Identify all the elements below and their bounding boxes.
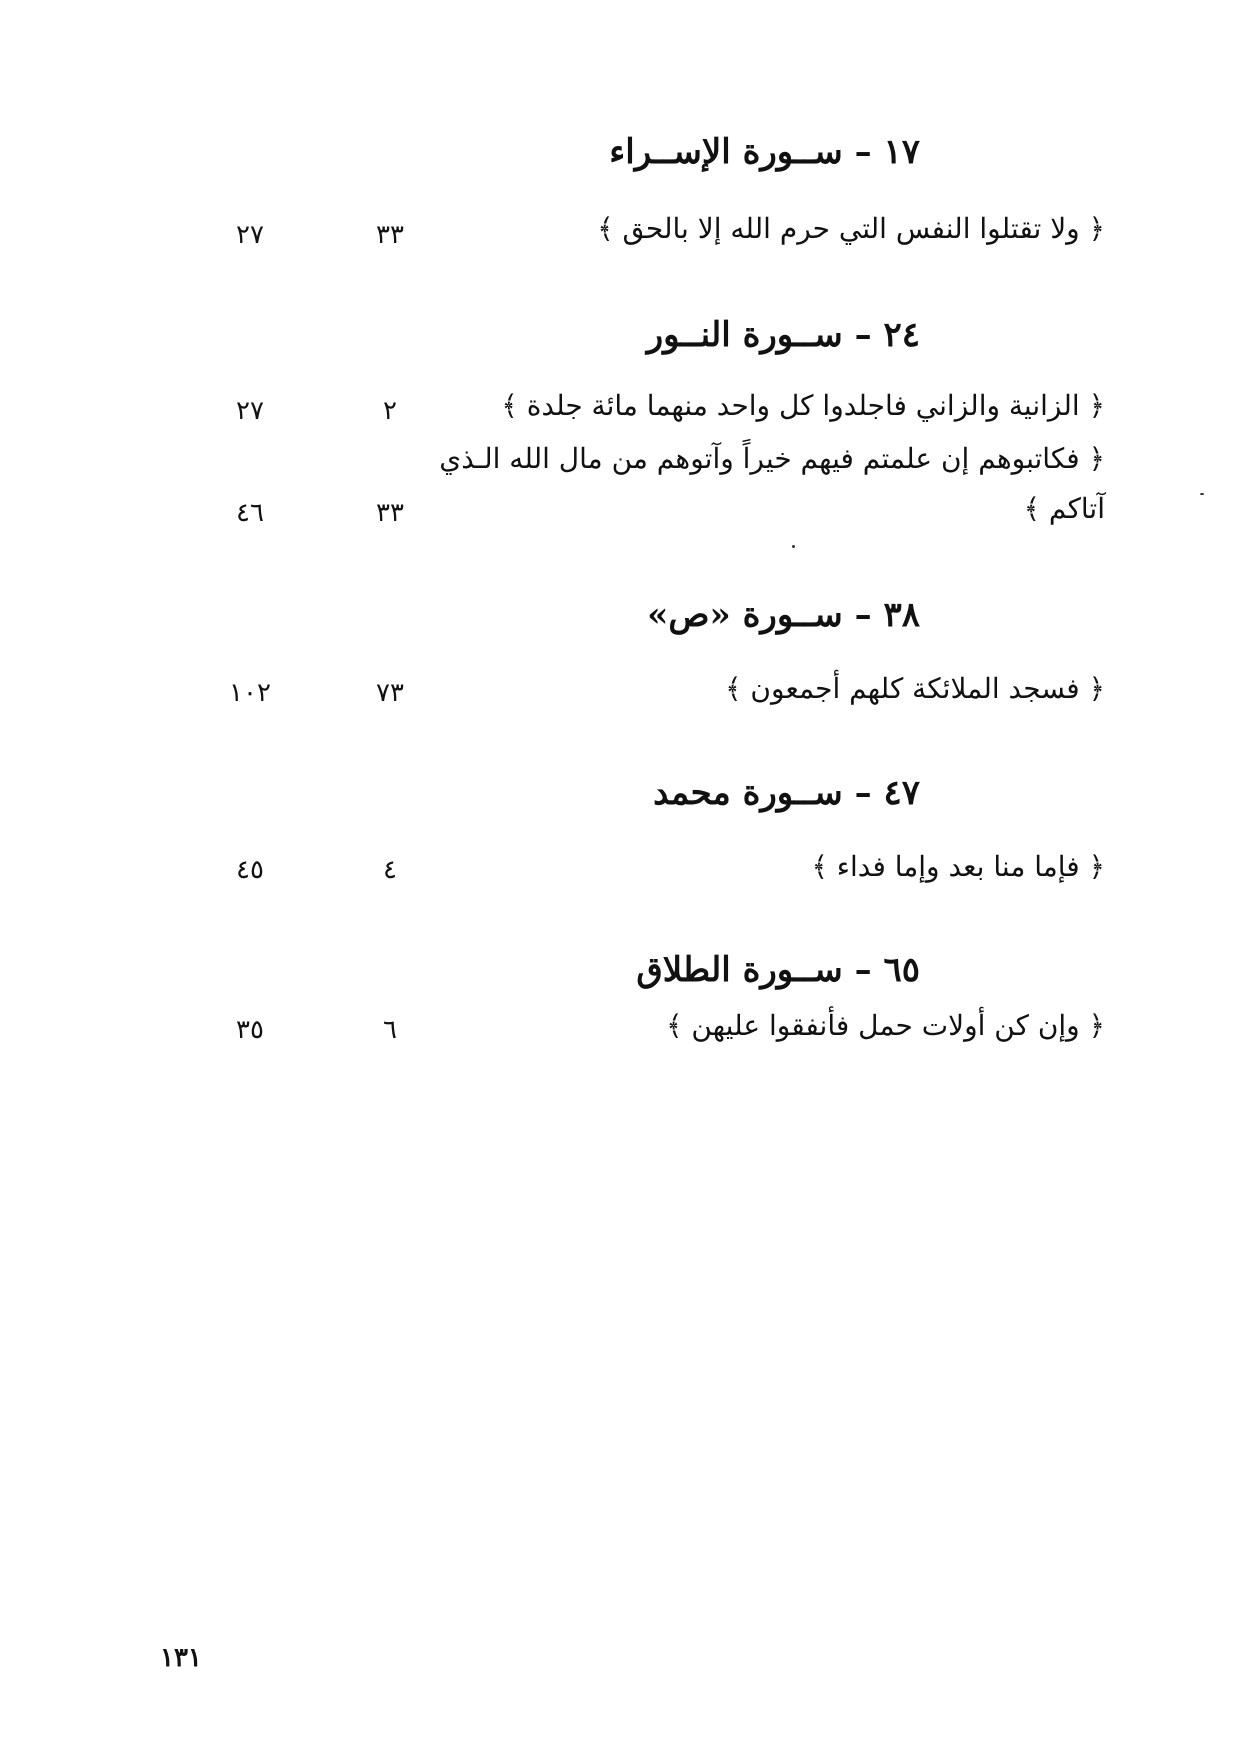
page-number: ٢٧ [236, 396, 264, 426]
page-number: ٢٧ [236, 220, 264, 250]
ayah-number: ٤ [383, 855, 397, 885]
ayah-number: ٣٣ [376, 498, 404, 528]
verse-line: ﴿ فكاتبوهم إن علمتم فيهم خيراً وآتوهم من مال الله الـذي [439, 442, 1105, 475]
ayah-number: ٣٣ [376, 220, 404, 250]
verse-line: ﴿ ولا تقتلوا النفس التي حرم الله إلا بالحق ﴾ [597, 212, 1105, 245]
verse-line: ﴿ فسجد الملائكة كلهم أجمعون ﴾ [725, 672, 1105, 705]
page-number: ٤٦ [236, 498, 264, 528]
surah-heading-muhammad: ٤٧ – ســورة محمد [653, 773, 920, 813]
surah-heading-sad: ٣٨ – ســورة «ص» [647, 595, 920, 635]
surah-heading-isra: ١٧ – ســورة الإســراء [609, 132, 920, 172]
verse-line-continuation: آتاكم ﴾ [1023, 492, 1105, 525]
ayah-number: ٧٣ [376, 678, 404, 708]
page-number: ٣٥ [236, 1015, 264, 1045]
folio-number: ١٣١ [160, 1643, 202, 1673]
verse-line: ﴿ الزانية والزاني فاجلدوا كل واحد منهما مائة جلدة ﴾ [501, 389, 1105, 422]
page-number: ١٠٢ [229, 678, 271, 708]
surah-heading-talaq: ٦٥ – ســورة الطلاق [636, 950, 920, 990]
verse-line: ﴿ فإما منا بعد وإما فداء ﴾ [811, 850, 1105, 883]
page-number: ٤٥ [236, 855, 264, 885]
print-speck [792, 545, 795, 548]
verse-line: ﴿ وإن كن أولات حمل فأنفقوا عليهن ﴾ [666, 1009, 1105, 1042]
ayah-number: ٢ [383, 396, 397, 426]
print-speck [1200, 493, 1204, 495]
ayah-number: ٦ [383, 1015, 397, 1045]
surah-heading-nur: ٢٤ – ســورة النــور [646, 315, 920, 355]
